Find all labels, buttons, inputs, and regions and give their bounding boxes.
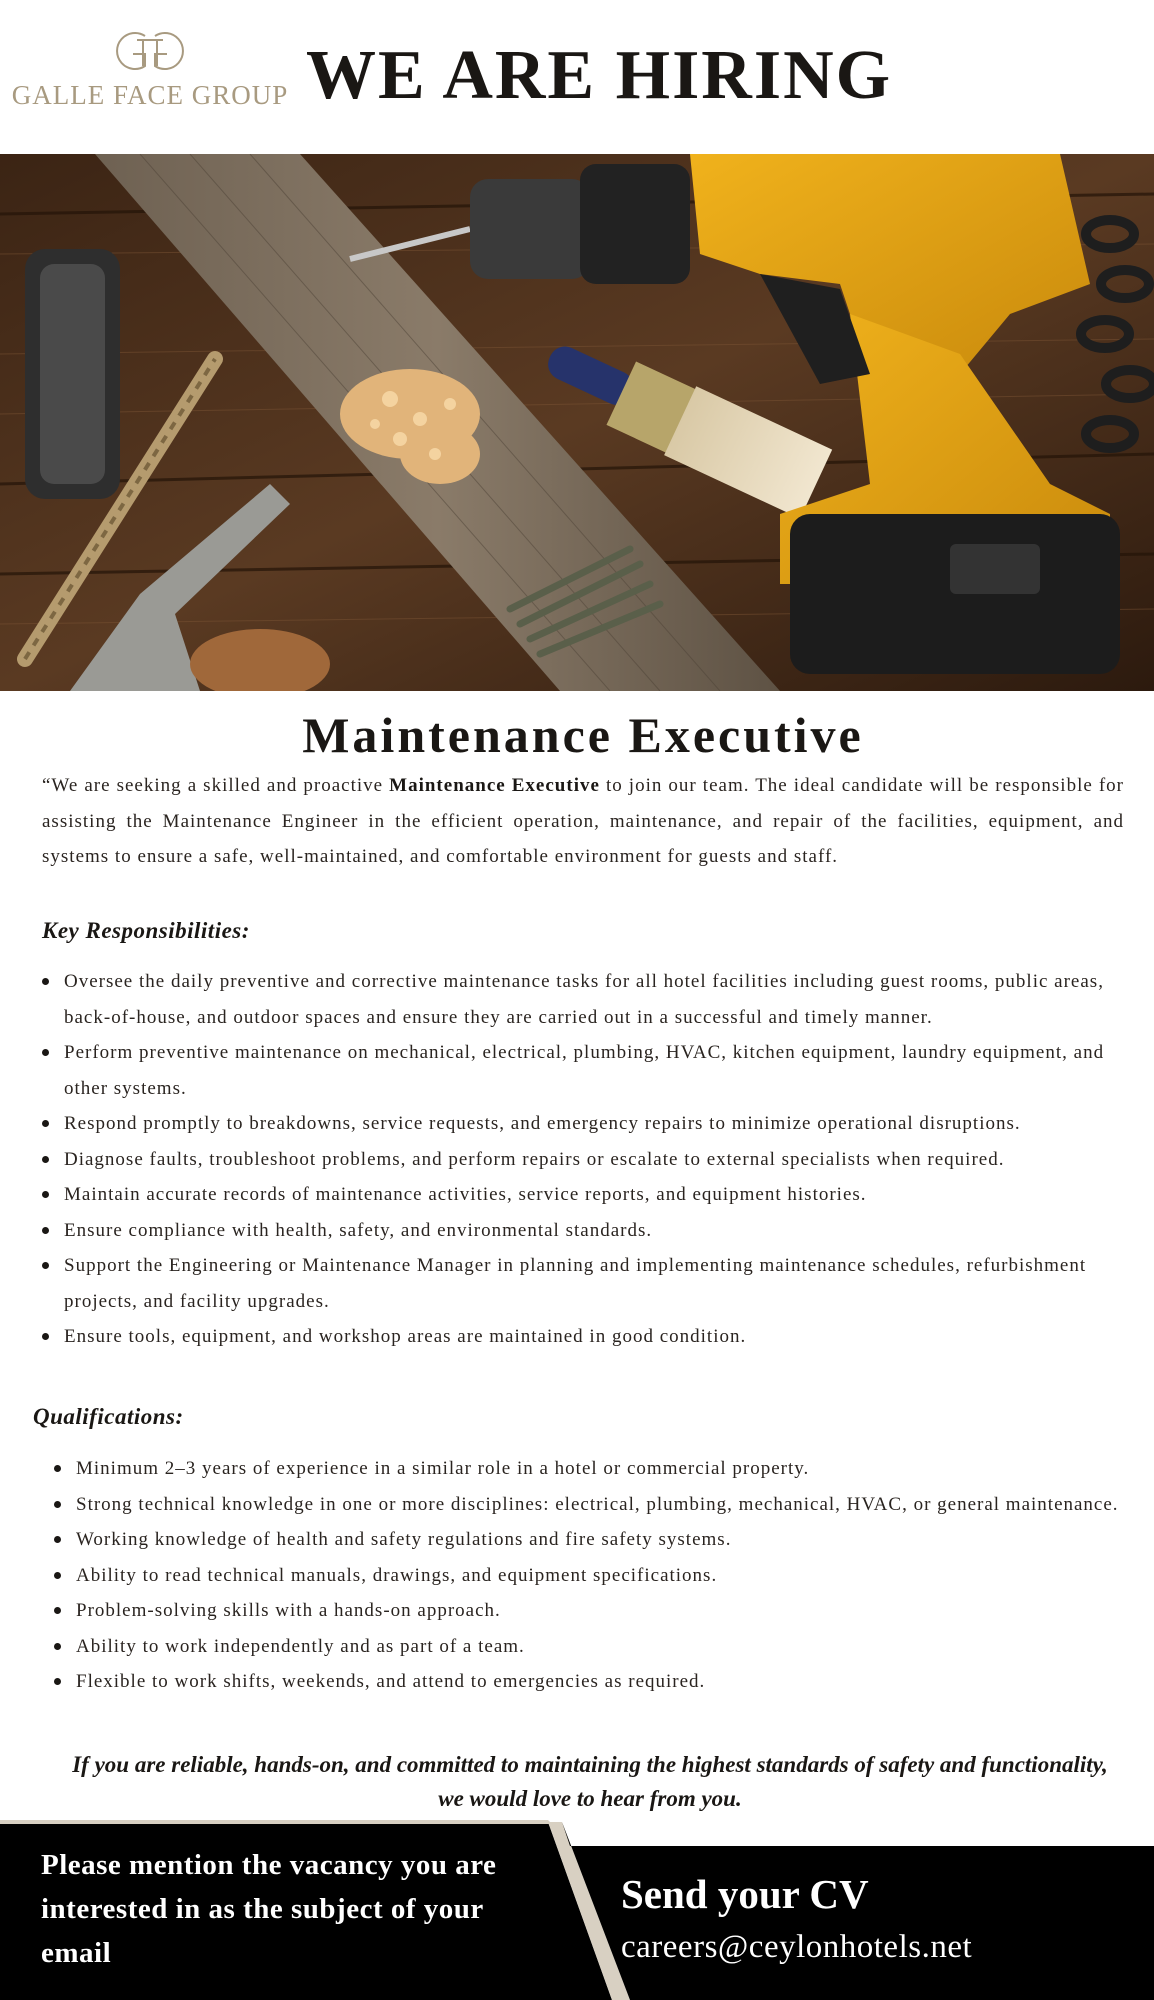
list-item: Perform preventive maintenance on mechanical, electrical, plumbing, HVAC, kitchen equipment, laundry equipment, and other systems.	[42, 1035, 1142, 1106]
list-item: Flexible to work shifts, weekends, and attend to emergencies as required.	[54, 1664, 1134, 1700]
list-item: Minimum 2–3 years of experience in a similar role in a hotel or commercial property.	[54, 1451, 1134, 1487]
list-item: Ensure compliance with health, safety, and environmental standards.	[42, 1213, 1142, 1249]
job-title: Maintenance Executive	[302, 707, 864, 763]
intro-suffix: to join our team. The ideal candidate will be responsible for assisting the Maintenance Engineer in the efficient operation, maintenance, and repair of the facilities, equipment, and systems to ensure a safe, well-maintained, and comfortable environment for guests and staff.	[42, 775, 1124, 867]
logo-text: GALLE FACE GROUP	[11, 80, 289, 110]
responsibilities-heading: Key Responsibilities:	[42, 918, 250, 943]
list-item: Support the Engineering or Maintenance Manager in planning and implementing maintenance schedules, refurbishment projects, and facility upgrades.	[42, 1248, 1142, 1319]
responsibilities-list	[42, 964, 1142, 1355]
page-title: WE ARE HIRING	[306, 37, 893, 114]
contact-email-link[interactable]: careers@ceylonhotels.net	[621, 1929, 973, 1965]
gfg-monogram-icon	[105, 26, 195, 76]
list-item: Ability to work independently and as part of a team.	[54, 1629, 1134, 1665]
intro-prefix: “We are seeking a skilled and proactive	[42, 775, 390, 796]
list-item: Strong technical knowledge in one or more disciplines: electrical, plumbing, mechanical, HVAC, or general maintenance.	[54, 1487, 1134, 1523]
list-item: Working knowledge of health and safety regulations and fire safety systems.	[54, 1522, 1134, 1558]
job-intro	[42, 768, 1124, 875]
tools-photo	[0, 154, 1154, 691]
list-item: Oversee the daily preventive and corrective maintenance tasks for all hotel facilities including guest rooms, public areas, back-of-house, and outdoor spaces and ensure they are carried out in a successful and timely manner.	[42, 964, 1142, 1035]
intro-bold: Maintenance Executive	[389, 775, 600, 796]
hero-image	[0, 154, 1154, 691]
qualifications-heading: Qualifications:	[33, 1404, 184, 1429]
send-cv-heading: Send your CV	[621, 1871, 869, 1917]
list-item: Diagnose faults, troubleshoot problems, and perform repairs or escalate to external specialists when required.	[42, 1142, 1142, 1178]
footer-note: Please mention the vacancy you are interested in as the subject of your email	[41, 1849, 497, 1969]
qualifications-list	[54, 1451, 1134, 1700]
company-logo	[10, 26, 290, 126]
list-item: Ensure tools, equipment, and workshop areas are maintained in good condition.	[42, 1319, 1142, 1355]
list-item: Ability to read technical manuals, drawings, and equipment specifications.	[54, 1558, 1134, 1594]
list-item: Respond promptly to breakdowns, service requests, and emergency repairs to minimize operational disruptions.	[42, 1106, 1142, 1142]
closing-statement: If you are reliable, hands-on, and committed to maintaining the highest standards of safety and functionality, we would love to hear from you.	[72, 1752, 1108, 1811]
page-header	[0, 0, 1154, 154]
list-item: Problem-solving skills with a hands-on approach.	[54, 1593, 1134, 1629]
list-item: Maintain accurate records of maintenance activities, service reports, and equipment histories.	[42, 1177, 1142, 1213]
